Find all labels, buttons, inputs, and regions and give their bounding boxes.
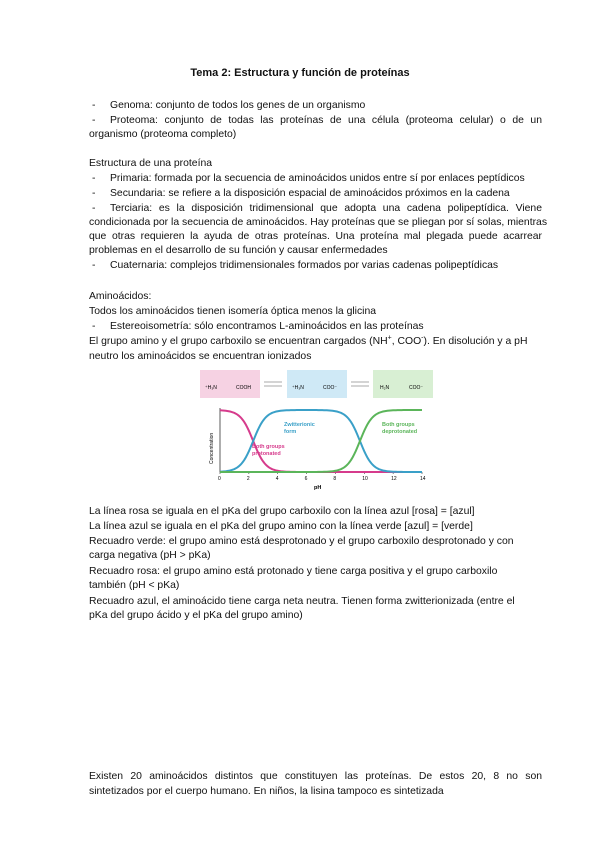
- explicacion-line-1: La línea rosa se iguala en el pKa del grupo carboxilo con la línea azul [rosa] = [azul]: [89, 506, 475, 517]
- def-genoma: Genoma: conjunto de todos los genes de un organismo: [110, 100, 366, 111]
- green-box-amine: H₂N: [380, 385, 390, 391]
- aminoacidos-estereo: Estereoisometría: sólo encontramos L-aminoácidos en las proteínas: [110, 321, 424, 332]
- x-tick-label: 6: [304, 476, 308, 482]
- estructura-terciaria-line-1: Terciaria: es la disposición tridimensional que adopta una cadena polipeptídica. Viene: [110, 203, 542, 214]
- x-axis-label: pH: [314, 485, 322, 491]
- protonated-label-2: protonated: [252, 451, 281, 457]
- estructura-terciaria-line-4: problemas en el desarrollo de su función y causar enfermedades: [89, 245, 388, 256]
- y-axis-label: Concentration: [209, 432, 215, 464]
- blue-box: [287, 370, 347, 398]
- blue-box-carboxyl: COO⁻: [323, 385, 338, 391]
- final-line-2: sintetizados por el cuerpo humano. En niños, la lisina tampoco es sintetizada: [89, 786, 444, 797]
- estructura-cuaternaria: Cuaternaria: complejos tridimensionales formados por varias cadenas polipeptídicas: [110, 260, 499, 271]
- estructura-terciaria-line-2: condicionada por la secuencia de aminoácidos. Hay proteínas que se pliegan por sí solas, mientras: [89, 217, 548, 228]
- deprotonated-label-2: deprotonated: [382, 429, 418, 435]
- bullet-dash: -: [92, 188, 96, 199]
- bullet-dash: -: [92, 321, 96, 332]
- bullet-dash: -: [92, 115, 96, 126]
- pink-box: [200, 370, 260, 398]
- explicacion-line-6: también (pH < pKa): [89, 580, 180, 591]
- bullet-dash: -: [92, 173, 96, 184]
- estructura-primaria: Primaria: formada por la secuencia de aminoácidos unidos entre sí por enlaces peptídicos: [110, 173, 525, 184]
- x-tick-label: 2: [246, 476, 250, 482]
- estructura-heading: Estructura de una proteína: [89, 158, 213, 169]
- protonated-label-1: Both groups: [252, 444, 285, 450]
- x-tick-label: 14: [420, 476, 426, 482]
- def-proteoma-line-1: Proteoma: conjunto de todas las proteínas de una célula (proteoma celular) o de un: [110, 115, 542, 126]
- protonated-curve: [220, 410, 422, 472]
- aminoacidos-heading: Aminoácidos:: [89, 291, 152, 302]
- x-tick-label: 0: [218, 476, 221, 482]
- estructura-terciaria-line-3: que otras requieren la ayuda de otras proteínas. Una proteína mal plegada puede acarrear: [89, 231, 542, 242]
- x-tick-label: 4: [275, 476, 279, 482]
- x-tick-label: 12: [391, 476, 397, 482]
- aminoacidos-line-4: neutro los aminoácidos se encuentran ionizados: [89, 351, 312, 362]
- blue-box-amine: ⁺H₃N: [292, 385, 304, 391]
- bullet-dash: -: [92, 203, 96, 214]
- explicacion-line-7: Recuadro azul, el aminoácido tiene carga neta neutra. Tienen forma zwitterionizada (entre el: [89, 596, 515, 607]
- explicacion-line-5: Recuadro rosa: el grupo amino está protonado y tiene carga positiva y el grupo carboxilo: [89, 566, 498, 577]
- aminoacidos-line-3: El grupo amino y el grupo carboxilo se encuentran cargados (NH+, COO-). En disolución y a pH: [89, 334, 528, 347]
- deprotonated-label-1: Both groups: [382, 422, 415, 428]
- ionization-figure: [196, 364, 434, 496]
- deprotonated-curve: [220, 410, 422, 472]
- aminoacidos-line-1: Todos los aminoácidos tienen isomería óptica menos la glicina: [89, 306, 377, 317]
- def-proteoma-line-2: organismo (proteoma completo): [89, 129, 237, 140]
- pink-box-carboxyl: COOH: [236, 385, 251, 391]
- pink-box-amine: ⁺H₃N: [205, 385, 217, 391]
- bullet-dash: -: [92, 260, 96, 271]
- estructura-secundaria: Secundaria: se refiere a la disposición espacial de aminoácidos próximos en la cadena: [110, 188, 510, 199]
- green-box-carboxyl: COO⁻: [409, 385, 424, 391]
- bullet-dash: -: [92, 100, 96, 111]
- explicacion-line-2: La línea azul se iguala en el pKa del grupo amino con la línea verde [azul] = [verde]: [89, 521, 473, 532]
- equilibrium-arrow-2: [351, 382, 369, 386]
- green-box: [373, 370, 433, 398]
- explicacion-line-3: Recuadro verde: el grupo amino está desprotonado y el grupo carboxilo desprotonado y con: [89, 536, 514, 547]
- zwitterionic-label-1: Zwitterionic: [284, 422, 315, 428]
- x-tick-label: 8: [333, 476, 337, 482]
- explicacion-line-4: carga negativa (pH > pKa): [89, 550, 211, 561]
- zwitterionic-label-2: form: [284, 429, 297, 435]
- final-line-1: Existen 20 aminoácidos distintos que constituyen las proteínas. De estos 20, 8 no son: [89, 771, 542, 782]
- explicacion-line-8: pKa del grupo ácido y el pKa del grupo amino): [89, 610, 303, 621]
- page-title: Tema 2: Estructura y función de proteínas: [190, 67, 410, 79]
- x-tick-label: 10: [362, 476, 368, 482]
- equilibrium-arrow-1: [264, 382, 282, 386]
- zwitterionic-curve: [220, 410, 422, 472]
